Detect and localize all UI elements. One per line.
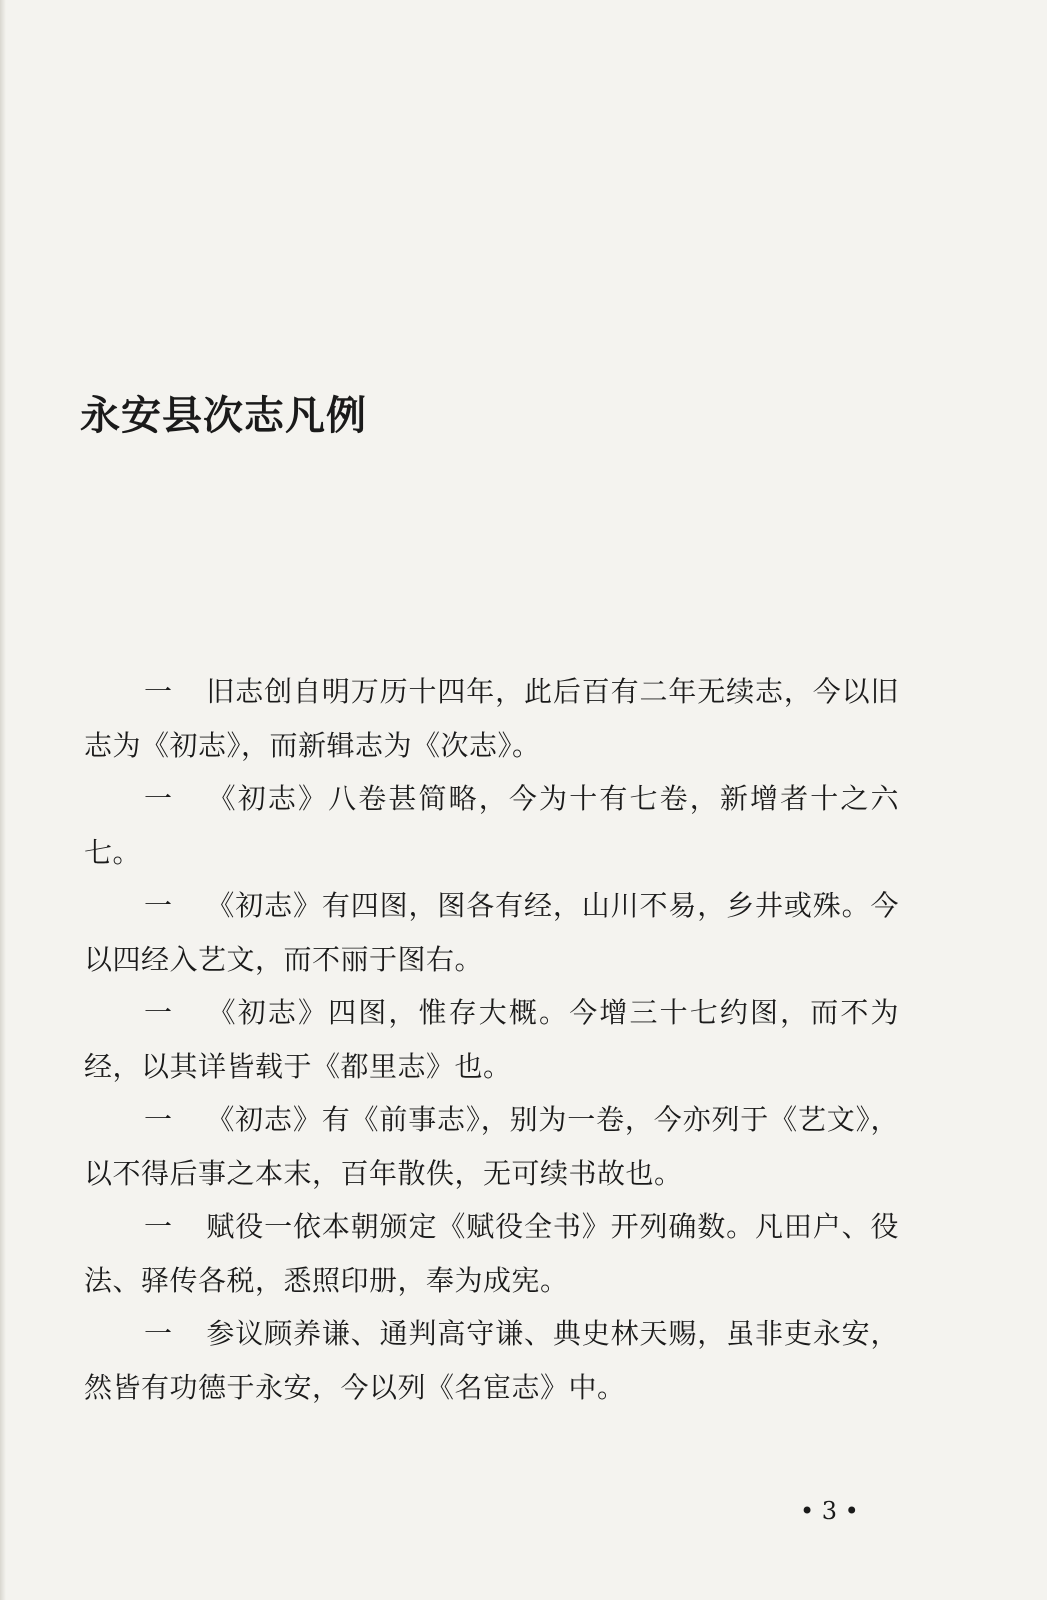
- item-marker: 一: [144, 782, 173, 815]
- page-title: 永安县次志凡例: [80, 393, 367, 439]
- item-marker: 一: [144, 1317, 173, 1350]
- item-marker: 一: [144, 675, 173, 708]
- rule-text: 《初志》四图，惟存大概。今增三十七约图，而不为经，以其详皆载于《都里志》也。: [84, 996, 899, 1083]
- rule-text: 《初志》有四图，图各有经，山川不易，乡井或殊。今以四经入艺文，而不丽于图右。: [84, 889, 899, 976]
- rule-item: [84, 665, 899, 772]
- rule-text: 《初志》有《前事志》，别为一卷，今亦列于《艺文》，以不得后事之本末，百年散佚，无可续书故也。: [84, 1103, 899, 1190]
- item-marker: 一: [144, 996, 173, 1029]
- rule-text: 赋役一依本朝颁定《赋役全书》开列确数。凡田户、役法、驿传各税，悉照印册，奉为成宪。: [84, 1210, 899, 1297]
- rule-item: [84, 772, 899, 879]
- rule-item: [84, 1093, 899, 1200]
- item-marker: 一: [144, 1103, 173, 1136]
- item-marker: 一: [144, 889, 173, 922]
- rule-item: [84, 1200, 899, 1307]
- rule-text: 《初志》八卷甚简略，今为十有七卷，新增者十之六七。: [84, 782, 899, 869]
- rule-text: 参议顾养谦、通判高守谦、典史林天赐，虽非吏永安，然皆有功德于永安，今以列《名宦志》中。: [84, 1317, 899, 1404]
- rule-item: [84, 986, 899, 1093]
- page-edge-shadow: [0, 0, 6, 1600]
- rule-item: [84, 879, 899, 986]
- page-number: • 3 •: [800, 1497, 859, 1525]
- rules-list: [84, 665, 899, 1414]
- rule-item: [84, 1307, 899, 1414]
- rule-text: 旧志创自明万历十四年，此后百有二年无续志，今以旧志为《初志》，而新辑志为《次志》。: [84, 675, 899, 762]
- item-marker: 一: [144, 1210, 173, 1243]
